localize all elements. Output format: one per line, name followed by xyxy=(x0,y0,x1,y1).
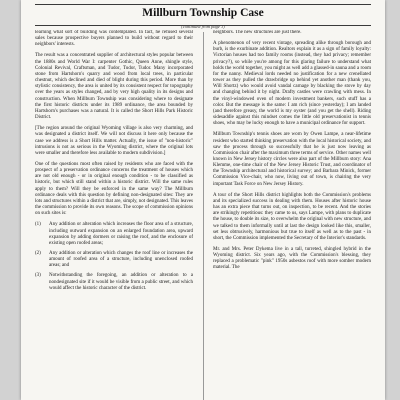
column-divider xyxy=(203,32,204,400)
paragraph: learning what sort of building was contemplated. In fact, he refused several sales because prospective buyers planned to build without regard to their neighbors' interests. xyxy=(35,30,193,48)
header-rule xyxy=(35,4,371,26)
list-item-text: Any addition or alteration which increases the floor area of a structure, including outward expansion on an enlarged foundation area, upward expansion by adding dormers or raising the roof, and the enclosure of existing open roofed areas; xyxy=(49,222,193,246)
paragraph: [The region around the original Wyoming village is also very charming, and was designated a district itself. We will not discuss it here only because the case we address is a Short Hills matter. Actually, the issue of "non-historic" intrusions is not as serious in the Wyoming district, where the original lots were smaller and therefore less available to modern subdivision.] xyxy=(35,126,193,156)
continued-note: (continued from page 1) xyxy=(181,24,225,29)
paragraph: One of the questions most often raised by residents who are faced with the prospect of a preservation ordinance concerns the treatment of houses which are not old enough - or in original enough condition - to be classified as historic, but which still stand within a historic district. Will the same rules apply to them? Will they be enforced in the same way? The Millburn ordinance deals with this question by defining non-designated sites: They are lots and structures within a district that are, simply, not designated. This leaves the commission to provide its own reasons. The scope of commission opinions on such sites is: xyxy=(35,161,193,217)
right-column xyxy=(213,30,371,400)
document-page xyxy=(21,0,385,400)
list-item-text: Notwithstanding the foregoing, an addition or alteration to a nondesignated site if it would be visible from a public street, and which would affect the historic character of the district. xyxy=(49,273,193,291)
paragraph: neighbors. The new structures are just there. xyxy=(213,30,302,35)
page-title: Millburn Township Case xyxy=(142,7,264,19)
list-item-number: (3) xyxy=(35,273,41,279)
left-column xyxy=(35,30,193,400)
list-item-number: (2) xyxy=(35,251,41,256)
list-item xyxy=(35,222,193,247)
paragraph: The result was a concentrated supplier of architectural styles popular between the 1880s and World War I: carpenter Gothic, Queen Anne, shingle style, Colonial Revival, Craftsman, and Tudor, Tudor, Tudor. Many incorporated stone from Hartshorn's quarry and wood from local trees, in particular chestnut, which declined and died of blight during this period. More than by stylistic consistency, the area is united by its consistent respect for topography over the years as styles changed, and by very high quality in its designs and construction. When Millburn Township was considering where to designate the first historic districts under its 1989 ordinance, the area bounded by Hartshorn's purchases was a natural. It is called the Short Hills Park Historic District. xyxy=(35,53,193,121)
paragraph: Mr. and Mrs. Peter Dykema live in a tall, turreted, shingled hybrid in the Wyoming district. Six years ago, with the Commission's blessing, they replaced a problematic "pink" 1950s asbestos roof with more somber modern material. The xyxy=(213,247,371,271)
paragraph: A tour of the Short Hills district highlights both the Commission's problems and its specialized success in dealing with them. Houses after historic house has an extra piece that turns out, on inspection, to be recent. And the stories are strikingly repetitious: they came to us, says Lampe, with plans to duplicate the house, to double its size, to overwhelm the original with new structure, and we talked to them informally until at last the design looked like this, smaller, set less obtrusively, harmonious but true to itself as well as to the past - in short, the Commission implemented the Secretary of the Interior's standards. xyxy=(213,192,371,241)
list-item-number: (1) xyxy=(35,222,41,228)
paragraph: Millburn Township's tennis shoes are worn by Owen Lampe, a near-lifetime resident who started thinking preservation with the local historical society, and saw the process through so successfully that he is just now leaving as Commission chair after the maximum three terms of service. Other names well known in New Jersey history circles were also part of the Millburn story: Ana Klemme, one-time chair of the New Jersey Historic Trust, and coordinator of the Township architectural and historical survey; and Barbara Minick, former Commission Vice-chair, who now, living out of town, is chairing the very important Task Force on New Jersey History. xyxy=(213,132,371,187)
list-item xyxy=(35,251,193,269)
paragraph: A phenomenon of very recent vintage, spreading alike through borough and burb, is the exurbinate addition. Realtors explain it as a sign of family loyalty: Victorian houses had too family rooms (instead, they had privacy; remember privacy?), so while you're among for this glaring failure to understand what holds the world together, you might as well add a glassed-in sauna and a room for the nanny. Medieval lords needed no justification for a new crenellated tower as they pulled the drawbridge up behind yet another man (thank you, Will Shortz) who would avoid vandal carnage by blacking the stove by day and changing behind it by night. Drafty castles were crawling with mess. In the vinyl-windowed oven of modern investment bankers, such stuff has a color. But the message is the same: I am rich (since yesterday); I am landed (and therefore greasy, the world is my oyster (and you get the shell). Riding sidesaddle against this mindset comes the little old preservationist in tennis shoes, who may be lucky enough to have a municipal ordinance for support. xyxy=(213,41,371,127)
list-item xyxy=(35,273,193,291)
list-item-text: Any addition or alteration which changes the roof line or increases the amount of roofed area of a structure, including unenclosed roofed areas; and xyxy=(49,251,193,269)
